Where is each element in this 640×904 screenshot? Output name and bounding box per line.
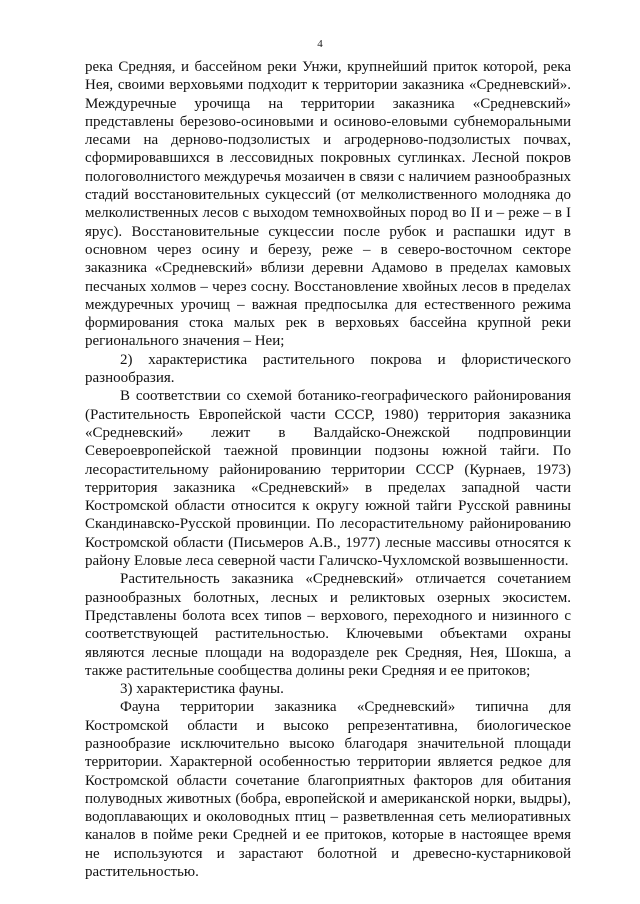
paragraph-vegetation-heading: 2) характеристика растительного покрова и флористического разнообразия. bbox=[85, 351, 571, 387]
document-body bbox=[85, 58, 571, 881]
paragraph-fauna-heading: 3) характеристика фауны. bbox=[120, 681, 284, 698]
paragraph-vegetation-description: Растительность заказника «Средневский» отличается сочетанием разнообразных болотных, лесных и реликтовых озерных экосистем. Представлены болота всех типов – верхового, переходного и низинного с соответствующей растительностью. Ключевыми объектами охраны являются лесные площади на водоразделе рек Средняя, Нея, Шокша, а также растительные сообщества долины реки Средняя и ее притоков; bbox=[85, 571, 571, 679]
paragraph-botanical-zoning: В соответствии со схемой ботанико-географического районирования (Растительность Европейской части СССР, 1980) территория заказника «Средневский» лежит в Валдайско-Онежской подпровинции Североевропейской таежной провинции подзоны южной тайги. По лесорастительному районированию территории СССР (Курнаев, 1973) территория заказника «Средневский» в пределах западной части Костромской области относится к округу южной тайги Русской равнины Скандинавско-Русской провинции. По лесорастительному районированию Костромской области (Письмеров А.В., 1977) лесные массивы относятся к району Еловые леса северной части Галичско-Чухломской возвышенности. bbox=[85, 388, 571, 570]
paragraph-fauna-description: Фауна территории заказника «Средневский» типична для Костромской области и высоко репрезентативна, биологическое разнообразие исключительно высоко благодаря значительной площади территории. Характерной особенностью территории является редкое для Костромской области сочетание благоприятных факторов для обитания полуводных животных (бобра, европейской и американской норки, выдры), водоплавающих и околоводных птиц – разветвленная сеть мелиоративных каналов в пойме реки Средней и ее притоков, которые в настоящее время не используются и зарастают болотной и древесно-кустарниковой растительностью. bbox=[85, 699, 571, 881]
page-number: 4 bbox=[317, 38, 323, 50]
paragraph-relief-continuation: река Средняя, и бассейном реки Унжи, крупнейший приток которой, река Нея, своими верховьями подходит к территории заказника «Средневский». Междуречные урочища на территории заказника «Средневский» представлены березово-осиновыми и осиново-еловыми субнеморальными лесами на дерново-подзолистых и агродерново-подзолистых почвах, сформировавшихся в лессовидных покровных суглинках. Лесной покров пологоволнистого междуречья мозаичен в связи с наличием разнообразных стадий восстановительных сукцессий (от мелколиственного молодняка до мелколиственных лесов с выходом темнохвойных пород во II и – реже – в I ярус). Восстановительные сукцессии после рубок и распашки идут в основном через осину и березу, реже – в северо-восточном секторе заказника «Средневский» вблизи деревни Адамово в пределах камовых песчаных холмов – через сосну. Восстановление хвойных лесов в пределах междуречных урочищ – важная предпосылка для естественного режима формирования стока малых рек в верховьях бассейна крупной реки регионального значения – Неи; bbox=[85, 59, 571, 350]
